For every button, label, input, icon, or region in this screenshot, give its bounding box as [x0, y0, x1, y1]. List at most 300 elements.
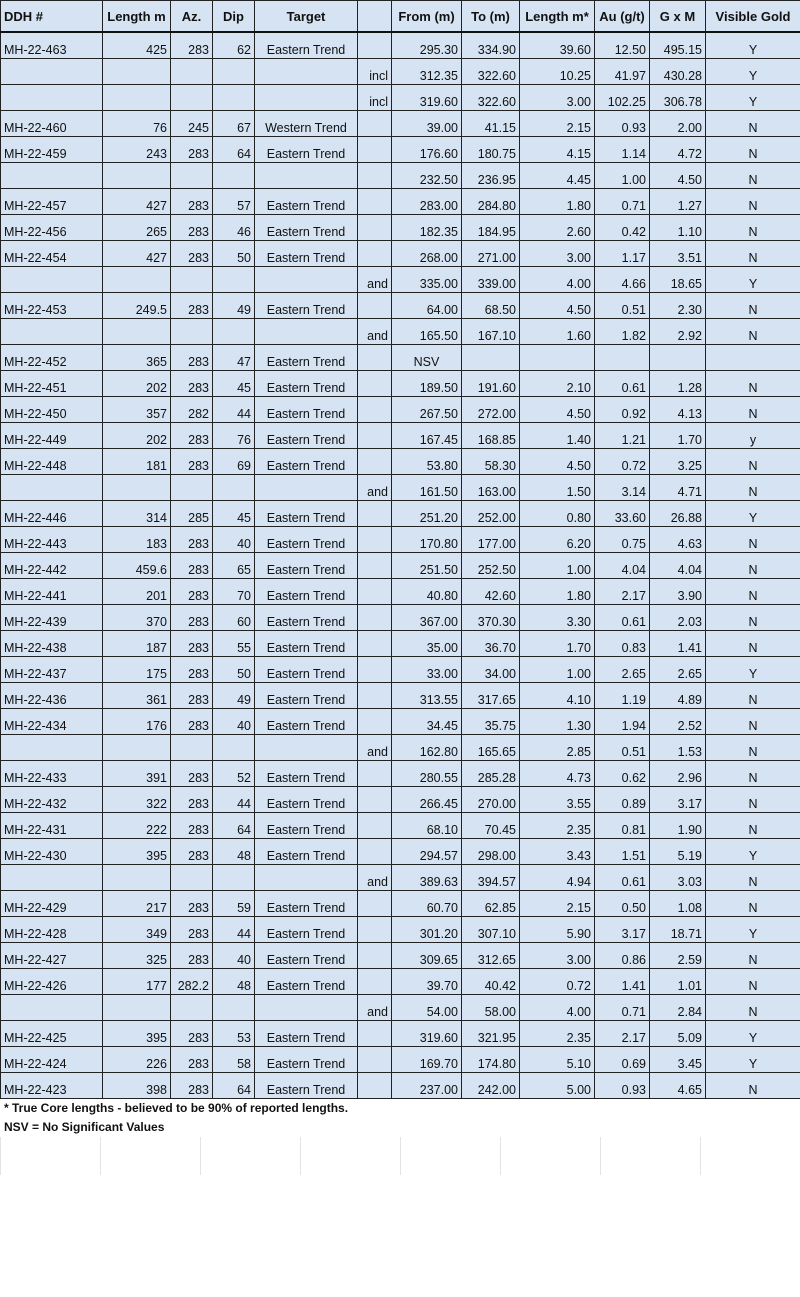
length-cell: 187 [103, 631, 171, 657]
column-header-length: Length m [103, 1, 171, 33]
visible-gold-cell: Y [706, 59, 800, 85]
dip-cell: 57 [213, 189, 255, 215]
grade-x-metres-cell: 4.71 [650, 475, 706, 501]
dip-cell: 64 [213, 813, 255, 839]
ddh-cell: MH-22-433 [1, 761, 103, 787]
from-cell: 33.00 [392, 657, 462, 683]
from-cell: 68.10 [392, 813, 462, 839]
from-cell: 53.80 [392, 449, 462, 475]
visible-gold-cell: N [706, 943, 800, 969]
ddh-cell: MH-22-429 [1, 891, 103, 917]
qualifier-cell [358, 657, 392, 683]
dip-cell [213, 163, 255, 189]
gold-grade-cell: 102.25 [595, 85, 650, 111]
ddh-cell [1, 319, 103, 345]
target-cell [255, 85, 358, 111]
qualifier-cell [358, 397, 392, 423]
gold-grade-cell: 1.21 [595, 423, 650, 449]
azimuth-cell: 283 [171, 683, 213, 709]
dip-cell: 45 [213, 371, 255, 397]
from-cell: 251.20 [392, 501, 462, 527]
ddh-cell [1, 995, 103, 1021]
qualifier-cell [358, 813, 392, 839]
ddh-cell [1, 735, 103, 761]
azimuth-cell: 283 [171, 345, 213, 371]
visible-gold-cell: N [706, 397, 800, 423]
gold-grade-cell: 41.97 [595, 59, 650, 85]
interval-length-cell: 39.60 [520, 32, 595, 59]
dip-cell: 58 [213, 1047, 255, 1073]
table-row [1, 371, 800, 397]
target-cell: Eastern Trend [255, 605, 358, 631]
azimuth-cell [171, 163, 213, 189]
target-cell: Eastern Trend [255, 839, 358, 865]
ddh-cell: MH-22-448 [1, 449, 103, 475]
gold-grade-cell: 0.86 [595, 943, 650, 969]
gold-grade-cell: 0.50 [595, 891, 650, 917]
visible-gold-cell: Y [706, 32, 800, 59]
length-cell [103, 995, 171, 1021]
azimuth-cell: 283 [171, 1021, 213, 1047]
length-cell [103, 59, 171, 85]
dip-cell: 45 [213, 501, 255, 527]
to-cell: 58.30 [462, 449, 520, 475]
from-cell: 367.00 [392, 605, 462, 631]
gold-grade-cell: 1.00 [595, 163, 650, 189]
grade-x-metres-cell: 306.78 [650, 85, 706, 111]
interval-length-cell: 4.10 [520, 683, 595, 709]
ddh-cell: MH-22-456 [1, 215, 103, 241]
from-cell: 267.50 [392, 397, 462, 423]
target-cell: Eastern Trend [255, 969, 358, 995]
from-cell: 34.45 [392, 709, 462, 735]
qualifier-cell [358, 917, 392, 943]
dip-cell: 49 [213, 293, 255, 319]
grade-x-metres-cell: 2.00 [650, 111, 706, 137]
from-cell: 35.00 [392, 631, 462, 657]
grade-x-metres-cell: 18.71 [650, 917, 706, 943]
empty-sheet-area [0, 1137, 800, 1175]
from-cell: 294.57 [392, 839, 462, 865]
visible-gold-cell: N [706, 241, 800, 267]
table-row [1, 917, 800, 943]
gold-grade-cell: 1.51 [595, 839, 650, 865]
gold-grade-cell: 0.72 [595, 449, 650, 475]
gold-grade-cell: 2.17 [595, 1021, 650, 1047]
azimuth-cell [171, 735, 213, 761]
target-cell [255, 735, 358, 761]
to-cell: 285.28 [462, 761, 520, 787]
visible-gold-cell: N [706, 1073, 800, 1099]
to-cell [462, 345, 520, 371]
table-row [1, 1021, 800, 1047]
target-cell [255, 59, 358, 85]
gold-grade-cell: 4.04 [595, 553, 650, 579]
table-row [1, 423, 800, 449]
grade-x-metres-cell: 2.30 [650, 293, 706, 319]
gold-grade-cell: 0.42 [595, 215, 650, 241]
target-cell: Eastern Trend [255, 891, 358, 917]
table-row [1, 267, 800, 293]
column-header-dip: Dip [213, 1, 255, 33]
interval-length-cell: 5.90 [520, 917, 595, 943]
to-cell: 167.10 [462, 319, 520, 345]
qualifier-cell [358, 709, 392, 735]
length-cell: 357 [103, 397, 171, 423]
azimuth-cell [171, 995, 213, 1021]
grade-x-metres-cell: 3.45 [650, 1047, 706, 1073]
interval-length-cell: 3.55 [520, 787, 595, 813]
target-cell: Eastern Trend [255, 423, 358, 449]
to-cell: 42.60 [462, 579, 520, 605]
grade-x-metres-cell: 430.28 [650, 59, 706, 85]
dip-cell: 59 [213, 891, 255, 917]
ddh-cell [1, 267, 103, 293]
grade-x-metres-cell: 1.08 [650, 891, 706, 917]
visible-gold-cell: N [706, 969, 800, 995]
length-cell: 202 [103, 371, 171, 397]
length-cell: 201 [103, 579, 171, 605]
visible-gold-cell: N [706, 475, 800, 501]
azimuth-cell: 283 [171, 631, 213, 657]
qualifier-cell [358, 761, 392, 787]
gold-grade-cell: 0.51 [595, 735, 650, 761]
gold-grade-cell: 3.17 [595, 917, 650, 943]
dip-cell [213, 735, 255, 761]
table-row [1, 32, 800, 59]
target-cell: Eastern Trend [255, 1021, 358, 1047]
gold-grade-cell: 2.17 [595, 579, 650, 605]
column-header-azimuth: Az. [171, 1, 213, 33]
dip-cell [213, 865, 255, 891]
from-cell: 40.80 [392, 579, 462, 605]
target-cell: Eastern Trend [255, 943, 358, 969]
visible-gold-cell: y [706, 423, 800, 449]
length-cell [103, 85, 171, 111]
length-cell: 181 [103, 449, 171, 475]
qualifier-cell [358, 449, 392, 475]
target-cell [255, 163, 358, 189]
column-header-ddh: DDH # [1, 1, 103, 33]
ddh-cell: MH-22-459 [1, 137, 103, 163]
qualifier-cell [358, 345, 392, 371]
visible-gold-cell: N [706, 579, 800, 605]
to-cell: 272.00 [462, 397, 520, 423]
to-cell: 298.00 [462, 839, 520, 865]
grade-x-metres-cell: 2.59 [650, 943, 706, 969]
qualifier-cell [358, 1021, 392, 1047]
dip-cell: 40 [213, 527, 255, 553]
grade-x-metres-cell: 5.19 [650, 839, 706, 865]
azimuth-cell [171, 85, 213, 111]
dip-cell: 64 [213, 137, 255, 163]
target-cell: Eastern Trend [255, 1047, 358, 1073]
header-row [1, 1, 800, 33]
column-header-interval-length: Length m* [520, 1, 595, 33]
azimuth-cell: 285 [171, 501, 213, 527]
to-cell: 242.00 [462, 1073, 520, 1099]
dip-cell: 48 [213, 839, 255, 865]
dip-cell: 62 [213, 32, 255, 59]
table-row [1, 137, 800, 163]
visible-gold-cell: Y [706, 501, 800, 527]
interval-length-cell: 2.10 [520, 371, 595, 397]
visible-gold-cell: N [706, 891, 800, 917]
length-cell: 427 [103, 241, 171, 267]
interval-length-cell: 1.00 [520, 657, 595, 683]
length-cell: 322 [103, 787, 171, 813]
target-cell: Eastern Trend [255, 397, 358, 423]
ddh-cell [1, 865, 103, 891]
to-cell: 180.75 [462, 137, 520, 163]
qualifier-cell: incl [358, 85, 392, 111]
table-row [1, 683, 800, 709]
interval-length-cell: 1.80 [520, 579, 595, 605]
to-cell: 252.50 [462, 553, 520, 579]
visible-gold-cell: Y [706, 839, 800, 865]
gold-grade-cell: 1.82 [595, 319, 650, 345]
ddh-cell: MH-22-423 [1, 1073, 103, 1099]
target-cell: Eastern Trend [255, 293, 358, 319]
dip-cell: 50 [213, 241, 255, 267]
to-cell: 41.15 [462, 111, 520, 137]
target-cell [255, 475, 358, 501]
target-cell: Eastern Trend [255, 241, 358, 267]
grade-x-metres-cell: 1.10 [650, 215, 706, 241]
to-cell: 339.00 [462, 267, 520, 293]
gold-grade-cell: 33.60 [595, 501, 650, 527]
visible-gold-cell: N [706, 735, 800, 761]
target-cell: Eastern Trend [255, 657, 358, 683]
from-cell: 176.60 [392, 137, 462, 163]
interval-length-cell: 3.00 [520, 943, 595, 969]
visible-gold-cell: N [706, 709, 800, 735]
interval-length-cell: 4.73 [520, 761, 595, 787]
gold-grade-cell: 0.93 [595, 1073, 650, 1099]
ddh-cell: MH-22-428 [1, 917, 103, 943]
grade-x-metres-cell: 2.92 [650, 319, 706, 345]
dip-cell: 44 [213, 787, 255, 813]
from-cell: 295.30 [392, 32, 462, 59]
visible-gold-cell: N [706, 813, 800, 839]
visible-gold-cell: N [706, 137, 800, 163]
qualifier-cell [358, 32, 392, 59]
interval-length-cell: 4.50 [520, 449, 595, 475]
from-cell: 161.50 [392, 475, 462, 501]
grade-x-metres-cell: 26.88 [650, 501, 706, 527]
qualifier-cell: and [358, 319, 392, 345]
column-header-grade-x-metres: G x M [650, 1, 706, 33]
to-cell: 163.00 [462, 475, 520, 501]
from-cell: 389.63 [392, 865, 462, 891]
target-cell: Eastern Trend [255, 709, 358, 735]
ddh-cell: MH-22-436 [1, 683, 103, 709]
length-cell: 183 [103, 527, 171, 553]
gold-grade-cell: 0.69 [595, 1047, 650, 1073]
interval-length-cell: 1.80 [520, 189, 595, 215]
column-header-gold-grade: Au (g/t) [595, 1, 650, 33]
qualifier-cell [358, 1047, 392, 1073]
visible-gold-cell: Y [706, 267, 800, 293]
interval-length-cell: 4.50 [520, 397, 595, 423]
target-cell: Eastern Trend [255, 917, 358, 943]
from-cell: 39.00 [392, 111, 462, 137]
ddh-cell [1, 85, 103, 111]
dip-cell: 64 [213, 1073, 255, 1099]
length-cell: 217 [103, 891, 171, 917]
dip-cell: 46 [213, 215, 255, 241]
from-cell: 319.60 [392, 85, 462, 111]
azimuth-cell [171, 865, 213, 891]
to-cell: 307.10 [462, 917, 520, 943]
interval-length-cell: 4.50 [520, 293, 595, 319]
to-cell: 270.00 [462, 787, 520, 813]
grade-x-metres-cell: 2.84 [650, 995, 706, 1021]
from-cell: 64.00 [392, 293, 462, 319]
grade-x-metres-cell: 3.51 [650, 241, 706, 267]
from-cell: 268.00 [392, 241, 462, 267]
qualifier-cell [358, 527, 392, 553]
target-cell: Eastern Trend [255, 813, 358, 839]
qualifier-cell: and [358, 865, 392, 891]
dip-cell [213, 59, 255, 85]
to-cell: 236.95 [462, 163, 520, 189]
target-cell: Eastern Trend [255, 579, 358, 605]
ddh-cell: MH-22-426 [1, 969, 103, 995]
to-cell: 58.00 [462, 995, 520, 1021]
qualifier-cell [358, 423, 392, 449]
gold-grade-cell: 4.66 [595, 267, 650, 293]
target-cell: Eastern Trend [255, 189, 358, 215]
ddh-cell [1, 59, 103, 85]
interval-length-cell: 5.10 [520, 1047, 595, 1073]
to-cell: 174.80 [462, 1047, 520, 1073]
from-cell: 167.45 [392, 423, 462, 449]
table-row [1, 631, 800, 657]
grade-x-metres-cell: 1.70 [650, 423, 706, 449]
grade-x-metres-cell: 4.63 [650, 527, 706, 553]
dip-cell: 69 [213, 449, 255, 475]
ddh-cell: MH-22-438 [1, 631, 103, 657]
ddh-cell: MH-22-424 [1, 1047, 103, 1073]
target-cell: Eastern Trend [255, 215, 358, 241]
azimuth-cell: 283 [171, 839, 213, 865]
target-cell: Eastern Trend [255, 683, 358, 709]
interval-length-cell: 2.15 [520, 891, 595, 917]
azimuth-cell: 283 [171, 579, 213, 605]
to-cell: 321.95 [462, 1021, 520, 1047]
qualifier-cell [358, 241, 392, 267]
qualifier-cell [358, 1073, 392, 1099]
dip-cell [213, 319, 255, 345]
grade-x-metres-cell: 1.41 [650, 631, 706, 657]
table-row [1, 1073, 800, 1099]
column-header-qualifier [358, 1, 392, 33]
target-cell: Eastern Trend [255, 501, 358, 527]
visible-gold-cell: N [706, 319, 800, 345]
length-cell: 175 [103, 657, 171, 683]
table-row [1, 553, 800, 579]
gold-grade-cell: 1.94 [595, 709, 650, 735]
target-cell: Eastern Trend [255, 449, 358, 475]
qualifier-cell: and [358, 995, 392, 1021]
target-cell: Eastern Trend [255, 32, 358, 59]
target-cell: Eastern Trend [255, 553, 358, 579]
grade-x-metres-cell: 2.03 [650, 605, 706, 631]
visible-gold-cell: N [706, 215, 800, 241]
interval-length-cell: 2.35 [520, 813, 595, 839]
grade-x-metres-cell: 1.53 [650, 735, 706, 761]
ddh-cell: MH-22-457 [1, 189, 103, 215]
interval-length-cell: 4.45 [520, 163, 595, 189]
to-cell: 191.60 [462, 371, 520, 397]
ddh-cell: MH-22-451 [1, 371, 103, 397]
from-cell: 266.45 [392, 787, 462, 813]
to-cell: 322.60 [462, 59, 520, 85]
length-cell: 325 [103, 943, 171, 969]
length-cell: 361 [103, 683, 171, 709]
grade-x-metres-cell: 3.90 [650, 579, 706, 605]
dip-cell: 48 [213, 969, 255, 995]
length-cell: 249.5 [103, 293, 171, 319]
length-cell: 314 [103, 501, 171, 527]
dip-cell: 44 [213, 397, 255, 423]
grade-x-metres-cell: 4.65 [650, 1073, 706, 1099]
grade-x-metres-cell: 3.03 [650, 865, 706, 891]
interval-length-cell: 2.85 [520, 735, 595, 761]
dip-cell: 52 [213, 761, 255, 787]
gold-grade-cell: 0.61 [595, 605, 650, 631]
from-cell: 312.35 [392, 59, 462, 85]
qualifier-cell: and [358, 267, 392, 293]
interval-length-cell: 3.43 [520, 839, 595, 865]
target-cell [255, 995, 358, 1021]
table-row [1, 475, 800, 501]
column-header-to: To (m) [462, 1, 520, 33]
table-row [1, 241, 800, 267]
ddh-cell: MH-22-437 [1, 657, 103, 683]
azimuth-cell: 283 [171, 137, 213, 163]
grade-x-metres-cell: 4.89 [650, 683, 706, 709]
azimuth-cell: 282 [171, 397, 213, 423]
column-header-from: From (m) [392, 1, 462, 33]
gold-grade-cell: 1.17 [595, 241, 650, 267]
from-cell: 170.80 [392, 527, 462, 553]
interval-length-cell: 3.00 [520, 85, 595, 111]
grade-x-metres-cell: 2.52 [650, 709, 706, 735]
ddh-cell: MH-22-430 [1, 839, 103, 865]
length-cell: 76 [103, 111, 171, 137]
to-cell: 184.95 [462, 215, 520, 241]
target-cell: Eastern Trend [255, 1073, 358, 1099]
table-row [1, 865, 800, 891]
azimuth-cell: 283 [171, 449, 213, 475]
ddh-cell: MH-22-449 [1, 423, 103, 449]
from-cell: 169.70 [392, 1047, 462, 1073]
gold-grade-cell: 0.81 [595, 813, 650, 839]
dip-cell: 49 [213, 683, 255, 709]
table-row [1, 189, 800, 215]
footnote-nsv-definition: NSV = No Significant Values [0, 1118, 800, 1137]
column-header-target: Target [255, 1, 358, 33]
qualifier-cell [358, 605, 392, 631]
interval-length-cell: 2.35 [520, 1021, 595, 1047]
target-cell: Eastern Trend [255, 631, 358, 657]
to-cell: 165.65 [462, 735, 520, 761]
azimuth-cell: 283 [171, 891, 213, 917]
azimuth-cell: 283 [171, 371, 213, 397]
ddh-cell: MH-22-452 [1, 345, 103, 371]
